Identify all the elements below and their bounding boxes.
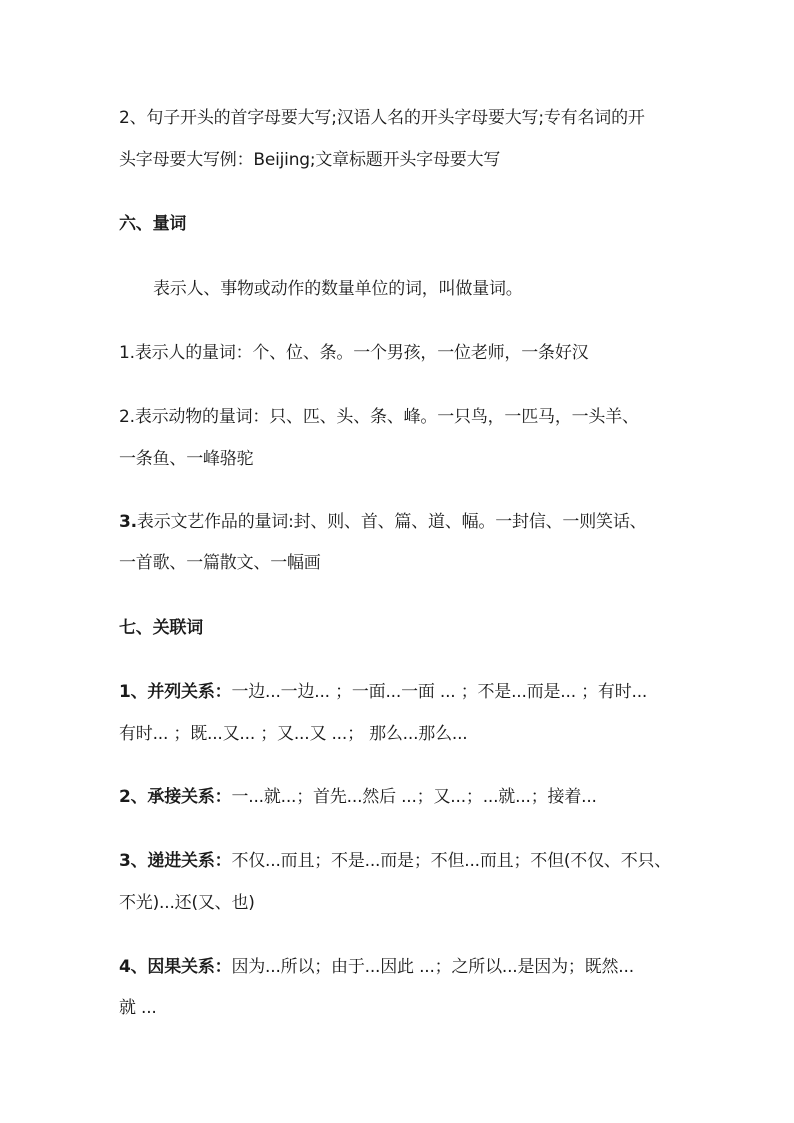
item-label: 4、因果关系：	[119, 957, 232, 977]
capitalization-rule-line-2: 头字母要大写例：Beijing;文章标题开头字母要大写	[119, 150, 501, 170]
section-heading-conjunctions: 七、关联词	[119, 618, 203, 638]
item-label: 1、并列关系：	[119, 682, 232, 702]
conjunctions-item-4-line-2: 就 ...	[119, 998, 157, 1018]
item-label: 2、承接关系：	[119, 787, 232, 807]
capitalization-rule-line-1: 2、句子开头的首字母要大写;汉语人名的开头字母要大写;专有名词的开	[119, 108, 645, 128]
item-label: 3、递进关系：	[119, 851, 232, 871]
measure-words-item-1: 1.表示人的量词：个、位、条。一个男孩，一位老师，一条好汉	[119, 343, 589, 363]
measure-words-item-2-line-1: 2.表示动物的量词：只、匹、头、条、峰。一只鸟，一匹马，一头羊、	[119, 407, 639, 427]
conjunctions-item-3-line-1	[119, 849, 671, 873]
section-heading-measure-words: 六、量词	[119, 214, 187, 234]
measure-words-item-2-line-2: 一条鱼、一峰骆驼	[119, 449, 254, 469]
item-text: 表示文艺作品的量词:封、则、首、篇、道、幅。一封信、一则笑话、	[136, 512, 647, 532]
item-text: 一...就...；首先...然后 ...；又...；...就...；接着...	[231, 787, 597, 807]
conjunctions-item-1-line-2: 有时... ；既...又... ；又...又 ...； 那么...那么...	[119, 724, 468, 744]
conjunctions-item-1-line-1	[119, 680, 647, 704]
conjunctions-item-2	[119, 785, 597, 809]
item-text: 一边...一边... ；一面...一面 ... ；不是...而是... ；有时...	[231, 682, 648, 702]
item-text: 因为...所以；由于...因此 ...；之所以...是因为；既然...	[231, 957, 634, 977]
measure-words-item-3-line-1	[119, 510, 646, 534]
conjunctions-item-4-line-1	[119, 955, 634, 979]
measure-words-intro: 表示人、事物或动作的数量单位的词，叫做量词。	[153, 279, 523, 299]
measure-words-item-3-line-2: 一首歌、一篇散文、一幅画	[119, 553, 321, 573]
item-number: 3.	[119, 512, 137, 532]
item-text: 不仅...而且；不是...而是；不但...而且；不但(不仅、不只、	[231, 851, 672, 871]
conjunctions-item-3-line-2: 不光)...还(又、也)	[119, 893, 255, 913]
